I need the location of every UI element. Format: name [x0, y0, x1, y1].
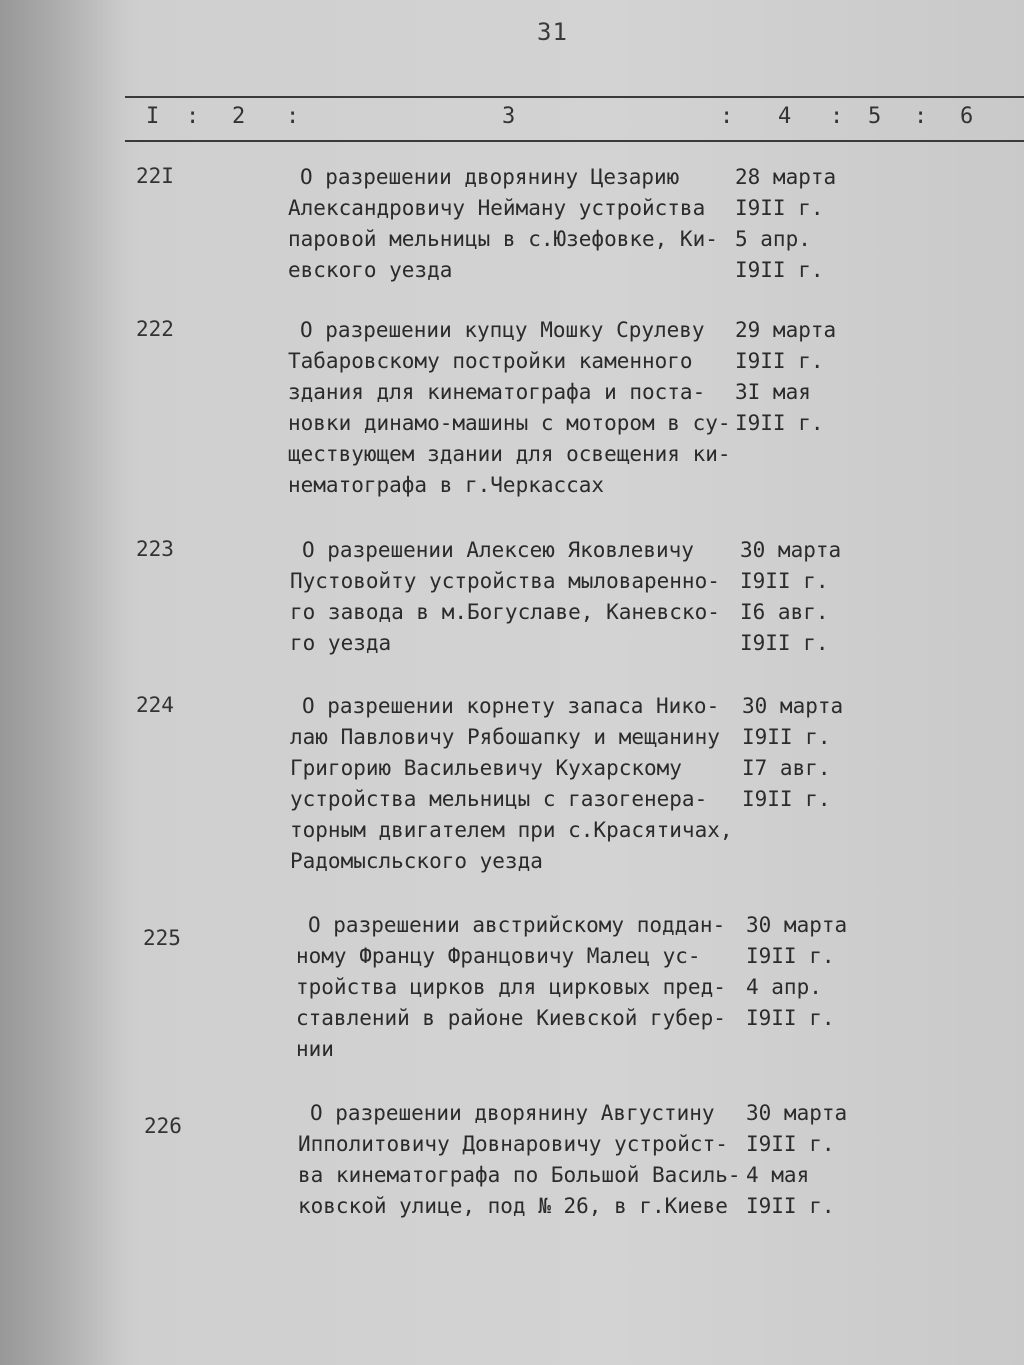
- description-line: Ипполитовичу Довнаровичу устройст-: [298, 1132, 728, 1156]
- entry-number: 22I: [136, 164, 174, 188]
- entry-description: [290, 691, 733, 877]
- description-line: Радомысльского уезда: [290, 849, 543, 873]
- description-line: Александровичу Нейману устройства: [288, 196, 706, 220]
- date-line: 4 мая: [746, 1163, 810, 1187]
- description-line: тройства цирков для цирковых пред-: [296, 975, 726, 999]
- date-line: I9II г.: [735, 196, 824, 220]
- date-line: I9II г.: [740, 631, 829, 655]
- description-line: О разрешении Алексею Яковлевичу: [302, 538, 694, 562]
- entry-dates: [735, 162, 836, 286]
- description-line: го уезда: [290, 631, 392, 655]
- date-line: 4 апр.: [746, 975, 822, 999]
- date-line: I9II г.: [746, 944, 835, 968]
- date-line: 30 марта: [746, 913, 848, 937]
- date-line: I9II г.: [735, 258, 824, 282]
- description-line: Григорию Васильевичу Кухарскому: [290, 756, 682, 780]
- description-line: О разрешении дворянину Цезарию: [300, 165, 680, 189]
- column-header-1: I: [146, 104, 160, 129]
- description-line: го завода в м.Богуславе, Каневско-: [290, 600, 720, 624]
- description-line: здания для кинематографа и поста-: [288, 380, 706, 404]
- entry-dates: [742, 691, 843, 815]
- column-header-3: 3: [502, 104, 516, 129]
- description-line: ва кинематографа по Большой Василь-: [298, 1163, 741, 1187]
- column-header-separator: :: [830, 104, 844, 129]
- date-line: 29 марта: [735, 318, 837, 342]
- description-line: О разрешении дворянину Августину: [310, 1101, 715, 1125]
- date-line: I7 авг.: [742, 756, 831, 780]
- entry-dates: [746, 1098, 847, 1222]
- entry-description: [288, 162, 718, 286]
- date-line: I9II г.: [742, 787, 831, 811]
- header-rule-top: [125, 96, 1024, 98]
- description-line: О разрешении купцу Мошку Срулеву: [300, 318, 705, 342]
- description-line: ковской улице, под № 26, в г.Киеве: [298, 1194, 728, 1218]
- date-line: I9II г.: [735, 349, 824, 373]
- description-line: Табаровскому постройки каменного: [288, 349, 693, 373]
- date-line: I9II г.: [746, 1006, 835, 1030]
- description-line: ставлений в районе Киевской губер-: [296, 1006, 726, 1030]
- entry-dates: [746, 910, 847, 1034]
- description-line: паровой мельницы в с.Юзефовке, Ки-: [288, 227, 718, 251]
- description-line: Пустовойту устройства мыловаренно-: [290, 569, 720, 593]
- description-line: евского уезда: [288, 258, 453, 282]
- date-line: I6 авг.: [740, 600, 829, 624]
- column-header-separator: :: [186, 104, 200, 129]
- date-line: 30 марта: [742, 694, 844, 718]
- column-header-6: 6: [960, 104, 974, 129]
- column-header-separator: :: [720, 104, 734, 129]
- column-header-separator: :: [286, 104, 300, 129]
- header-rule-bottom: [125, 140, 1024, 142]
- date-line: 30 марта: [740, 538, 842, 562]
- page-number: 31: [537, 18, 568, 46]
- date-line: 28 марта: [735, 165, 837, 189]
- date-line: 30 марта: [746, 1101, 848, 1125]
- description-line: лаю Павловичу Рябошапку и мещанину: [290, 725, 720, 749]
- date-line: I9II г.: [746, 1194, 835, 1218]
- entry-dates: [740, 535, 841, 659]
- description-line: нии: [296, 1037, 334, 1061]
- date-line: I9II г.: [746, 1132, 835, 1156]
- entry-number: 226: [144, 1114, 182, 1138]
- entry-description: [296, 910, 726, 1065]
- entry-description: [290, 535, 720, 659]
- date-line: I9II г.: [742, 725, 831, 749]
- entry-description: [288, 315, 731, 501]
- binding-shadow: [0, 0, 120, 1365]
- description-line: новки динамо-машины с мотором в су-: [288, 411, 731, 435]
- column-header-4: 4: [778, 104, 792, 129]
- description-line: торным двигателем при с.Красятичах,: [290, 818, 733, 842]
- date-line: 3I мая: [735, 380, 811, 404]
- entry-number: 222: [136, 317, 174, 341]
- entry-number: 224: [136, 693, 174, 717]
- date-line: I9II г.: [735, 411, 824, 435]
- column-header-5: 5: [868, 104, 882, 129]
- column-header-separator: :: [914, 104, 928, 129]
- description-line: устройства мельницы с газогенера-: [290, 787, 708, 811]
- description-line: нематографа в г.Черкассах: [288, 473, 605, 497]
- description-line: О разрешении корнету запаса Нико-: [302, 694, 720, 718]
- entry-number: 225: [143, 926, 181, 950]
- column-header-2: 2: [232, 104, 246, 129]
- date-line: 5 апр.: [735, 227, 811, 251]
- description-line: ществующем здании для освещения ки-: [288, 442, 731, 466]
- date-line: I9II г.: [740, 569, 829, 593]
- description-line: ному Францу Францовичу Малец ус-: [296, 944, 701, 968]
- entry-dates: [735, 315, 836, 439]
- entry-number: 223: [136, 537, 174, 561]
- description-line: О разрешении австрийскому поддан-: [308, 913, 726, 937]
- entry-description: [298, 1098, 741, 1222]
